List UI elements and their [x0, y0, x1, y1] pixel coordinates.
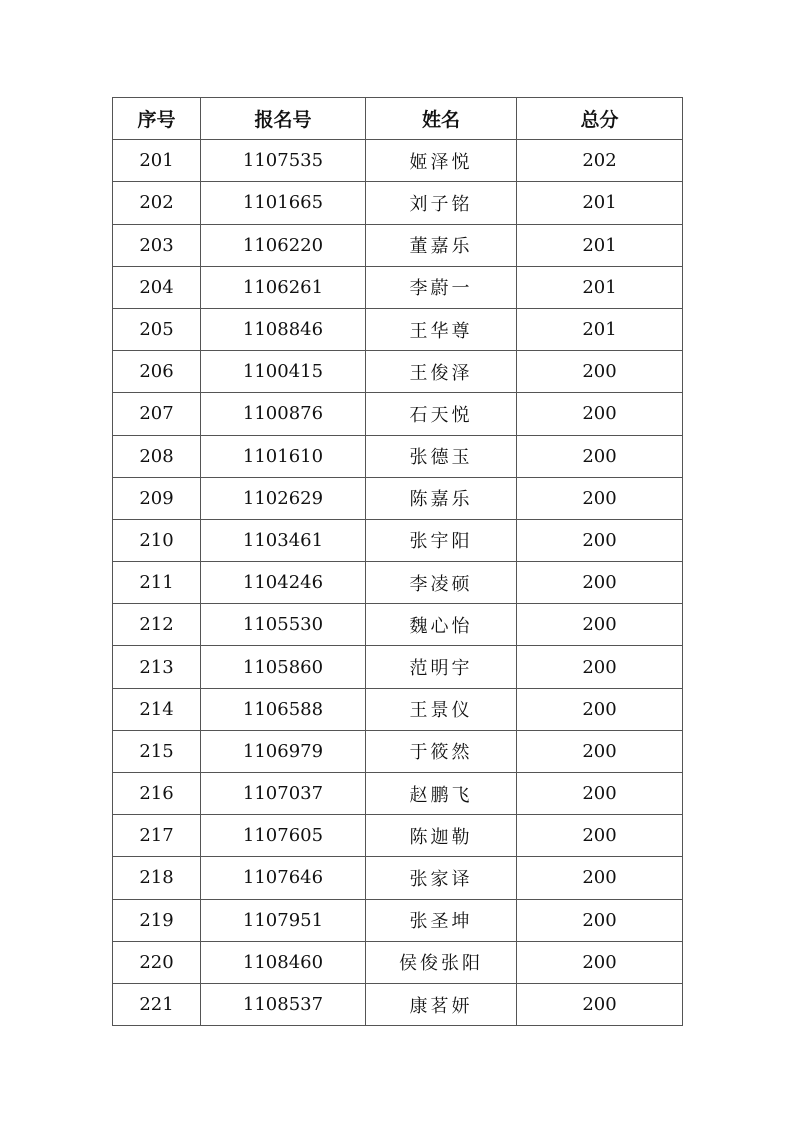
header-name: 姓名: [366, 98, 517, 140]
cell-registration-number: 1107605: [201, 815, 366, 857]
cell-total-score: 200: [517, 646, 683, 688]
table-row: [113, 266, 683, 308]
table-row: [113, 519, 683, 561]
cell-registration-number: 1107037: [201, 773, 366, 815]
cell-name: 张家译: [366, 857, 517, 899]
cell-name: 王俊泽: [366, 351, 517, 393]
header-index: 序号: [113, 98, 201, 140]
cell-name: 张圣坤: [366, 899, 517, 941]
cell-index: 203: [113, 224, 201, 266]
table-row: [113, 773, 683, 815]
cell-registration-number: 1106261: [201, 266, 366, 308]
cell-total-score: 200: [517, 604, 683, 646]
cell-index: 205: [113, 308, 201, 350]
cell-total-score: 202: [517, 140, 683, 182]
table-row: [113, 435, 683, 477]
cell-index: 216: [113, 773, 201, 815]
cell-registration-number: 1106979: [201, 730, 366, 772]
cell-name: 范明宇: [366, 646, 517, 688]
table-row: [113, 857, 683, 899]
table-row: [113, 688, 683, 730]
cell-total-score: 200: [517, 351, 683, 393]
table-row: [113, 899, 683, 941]
cell-name: 李蔚一: [366, 266, 517, 308]
header-total-score: 总分: [517, 98, 683, 140]
cell-registration-number: 1108537: [201, 983, 366, 1025]
cell-registration-number: 1106588: [201, 688, 366, 730]
table-row: [113, 983, 683, 1025]
cell-index: 206: [113, 351, 201, 393]
cell-index: 214: [113, 688, 201, 730]
cell-total-score: 200: [517, 688, 683, 730]
cell-registration-number: 1108846: [201, 308, 366, 350]
cell-registration-number: 1107646: [201, 857, 366, 899]
cell-name: 陈迦勒: [366, 815, 517, 857]
cell-registration-number: 1102629: [201, 477, 366, 519]
cell-index: 211: [113, 562, 201, 604]
table-row: [113, 308, 683, 350]
table-header-row: [113, 98, 683, 140]
table-body: [113, 140, 683, 1026]
cell-registration-number: 1107951: [201, 899, 366, 941]
cell-registration-number: 1105860: [201, 646, 366, 688]
table-row: [113, 562, 683, 604]
cell-registration-number: 1100415: [201, 351, 366, 393]
table-row: [113, 393, 683, 435]
cell-total-score: 201: [517, 224, 683, 266]
cell-name: 侯俊张阳: [366, 941, 517, 983]
cell-name: 刘子铭: [366, 182, 517, 224]
cell-name: 魏心怡: [366, 604, 517, 646]
cell-index: 209: [113, 477, 201, 519]
cell-total-score: 200: [517, 983, 683, 1025]
table-row: [113, 941, 683, 983]
cell-name: 李凌硕: [366, 562, 517, 604]
cell-index: 208: [113, 435, 201, 477]
cell-index: 210: [113, 519, 201, 561]
cell-name: 张宇阳: [366, 519, 517, 561]
cell-index: 217: [113, 815, 201, 857]
cell-registration-number: 1105530: [201, 604, 366, 646]
cell-total-score: 201: [517, 266, 683, 308]
table-row: [113, 646, 683, 688]
cell-total-score: 200: [517, 857, 683, 899]
cell-registration-number: 1107535: [201, 140, 366, 182]
cell-registration-number: 1104246: [201, 562, 366, 604]
cell-name: 陈嘉乐: [366, 477, 517, 519]
table-row: [113, 815, 683, 857]
cell-registration-number: 1101610: [201, 435, 366, 477]
cell-total-score: 200: [517, 773, 683, 815]
cell-index: 221: [113, 983, 201, 1025]
cell-registration-number: 1100876: [201, 393, 366, 435]
cell-total-score: 201: [517, 182, 683, 224]
cell-index: 215: [113, 730, 201, 772]
table-row: [113, 182, 683, 224]
cell-name: 王华尊: [366, 308, 517, 350]
cell-index: 201: [113, 140, 201, 182]
cell-index: 204: [113, 266, 201, 308]
cell-registration-number: 1106220: [201, 224, 366, 266]
table-row: [113, 477, 683, 519]
cell-total-score: 200: [517, 562, 683, 604]
cell-index: 202: [113, 182, 201, 224]
cell-name: 王景仪: [366, 688, 517, 730]
cell-total-score: 200: [517, 435, 683, 477]
table-row: [113, 224, 683, 266]
cell-total-score: 200: [517, 519, 683, 561]
cell-index: 219: [113, 899, 201, 941]
cell-total-score: 200: [517, 477, 683, 519]
table-row: [113, 351, 683, 393]
cell-total-score: 200: [517, 730, 683, 772]
cell-name: 于筱然: [366, 730, 517, 772]
cell-total-score: 201: [517, 308, 683, 350]
cell-name: 石天悦: [366, 393, 517, 435]
cell-registration-number: 1103461: [201, 519, 366, 561]
cell-index: 212: [113, 604, 201, 646]
table-row: [113, 604, 683, 646]
table-row: [113, 730, 683, 772]
cell-total-score: 200: [517, 941, 683, 983]
cell-total-score: 200: [517, 899, 683, 941]
cell-index: 220: [113, 941, 201, 983]
cell-registration-number: 1101665: [201, 182, 366, 224]
cell-index: 213: [113, 646, 201, 688]
cell-registration-number: 1108460: [201, 941, 366, 983]
cell-name: 姬泽悦: [366, 140, 517, 182]
cell-total-score: 200: [517, 815, 683, 857]
cell-name: 赵鹏飞: [366, 773, 517, 815]
header-registration-number: 报名号: [201, 98, 366, 140]
cell-name: 张德玉: [366, 435, 517, 477]
cell-index: 218: [113, 857, 201, 899]
cell-index: 207: [113, 393, 201, 435]
score-table: [112, 97, 683, 1026]
cell-name: 康茗妍: [366, 983, 517, 1025]
cell-name: 董嘉乐: [366, 224, 517, 266]
table-row: [113, 140, 683, 182]
cell-total-score: 200: [517, 393, 683, 435]
